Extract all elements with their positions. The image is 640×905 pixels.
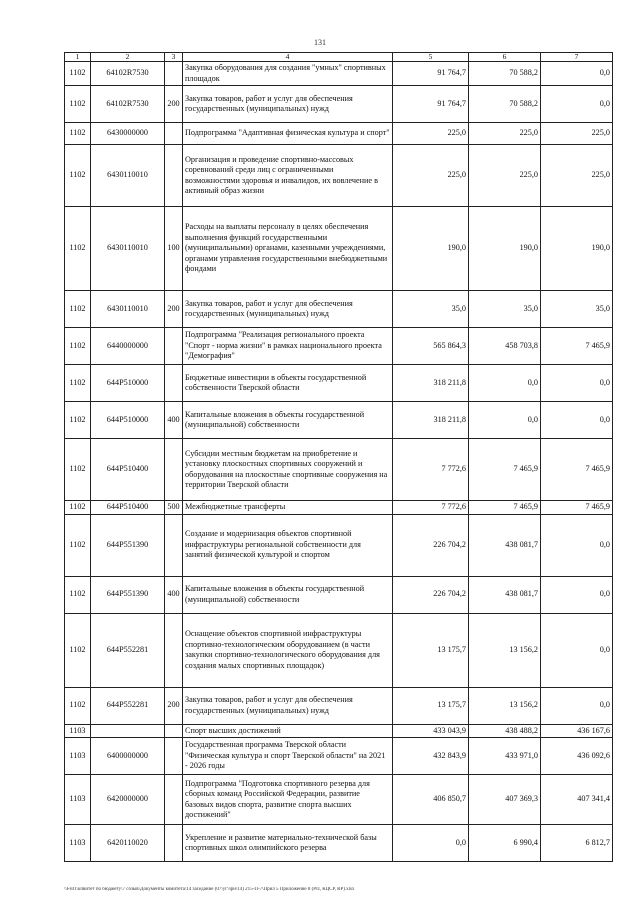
name-cell: Государственная программа Тверской области "Физическая культура и спорт Тверской области" на 2021 - 2026 годы bbox=[183, 738, 393, 775]
table-row bbox=[65, 328, 613, 365]
amount-col6-cell: 7 465,9 bbox=[469, 439, 541, 501]
target-code-cell bbox=[91, 724, 165, 738]
expense-type-cell bbox=[165, 123, 183, 145]
target-code-cell: 6400000000 bbox=[91, 738, 165, 775]
column-number: 3 bbox=[165, 53, 183, 62]
amount-col7-cell: 0,0 bbox=[541, 514, 613, 576]
table-row bbox=[65, 724, 613, 738]
target-code-cell: 6420000000 bbox=[91, 775, 165, 825]
table-row bbox=[65, 501, 613, 515]
amount-col6-cell: 7 465,9 bbox=[469, 501, 541, 515]
amount-col5-cell: 226 704,2 bbox=[393, 576, 469, 613]
amount-col5-cell: 433 043,9 bbox=[393, 724, 469, 738]
amount-col5-cell: 13 175,7 bbox=[393, 613, 469, 687]
amount-col6-cell: 6 990,4 bbox=[469, 825, 541, 862]
target-code-cell: 6430000000 bbox=[91, 123, 165, 145]
section-cell: 1102 bbox=[65, 501, 91, 515]
amount-col5-cell: 7 772,6 bbox=[393, 439, 469, 501]
table-row bbox=[65, 687, 613, 724]
amount-col7-cell: 0,0 bbox=[541, 86, 613, 123]
expense-type-cell bbox=[165, 365, 183, 402]
expense-type-cell bbox=[165, 825, 183, 862]
target-code-cell: 644P510000 bbox=[91, 365, 165, 402]
expense-type-cell bbox=[165, 514, 183, 576]
amount-col7-cell: 7 465,9 bbox=[541, 501, 613, 515]
section-cell: 1103 bbox=[65, 775, 91, 825]
amount-col5-cell: 432 843,9 bbox=[393, 738, 469, 775]
table-row bbox=[65, 825, 613, 862]
amount-col5-cell: 0,0 bbox=[393, 825, 469, 862]
name-cell: Бюджетные инвестиции в объекты государственной собственности Тверской области bbox=[183, 365, 393, 402]
target-code-cell: 6440000000 bbox=[91, 328, 165, 365]
amount-col5-cell: 190,0 bbox=[393, 207, 469, 291]
target-code-cell: 6430110010 bbox=[91, 291, 165, 328]
name-cell: Организация и проведение спортивно-массовых соревнований среди лиц с ограниченными возможностями здоровья и инвалидов, их вовлечение в активный образ жизни bbox=[183, 145, 393, 207]
amount-col6-cell: 458 703,8 bbox=[469, 328, 541, 365]
table-row bbox=[65, 145, 613, 207]
amount-col7-cell: 0,0 bbox=[541, 687, 613, 724]
expense-type-cell: 200 bbox=[165, 291, 183, 328]
table-row bbox=[65, 402, 613, 439]
amount-col6-cell: 438 081,7 bbox=[469, 576, 541, 613]
amount-col7-cell: 6 812,7 bbox=[541, 825, 613, 862]
amount-col5-cell: 91 764,7 bbox=[393, 62, 469, 86]
section-cell: 1102 bbox=[65, 62, 91, 86]
amount-col6-cell: 13 156,2 bbox=[469, 613, 541, 687]
amount-col7-cell: 0,0 bbox=[541, 402, 613, 439]
section-cell: 1102 bbox=[65, 439, 91, 501]
expense-type-cell bbox=[165, 62, 183, 86]
column-number: 5 bbox=[393, 53, 469, 62]
section-cell: 1102 bbox=[65, 613, 91, 687]
name-cell: Подпрограмма "Подготовка спортивного резерва для сборных команд Российской Федерации, развитие базовых видов спорта, развитие спорта высших достижений" bbox=[183, 775, 393, 825]
amount-col5-cell: 7 772,6 bbox=[393, 501, 469, 515]
amount-col6-cell: 13 156,2 bbox=[469, 687, 541, 724]
amount-col5-cell: 225,0 bbox=[393, 123, 469, 145]
target-code-cell: 6430110010 bbox=[91, 145, 165, 207]
name-cell: Оснащение объектов спортивной инфраструктуры спортивно-технологическим оборудованием (в части закупки спортивно-технологического оборудования для создания малых спортивных площадок) bbox=[183, 613, 393, 687]
amount-col5-cell: 565 864,3 bbox=[393, 328, 469, 365]
column-number-row bbox=[65, 53, 613, 62]
amount-col6-cell: 190,0 bbox=[469, 207, 541, 291]
target-code-cell: 644P551390 bbox=[91, 576, 165, 613]
section-cell: 1102 bbox=[65, 123, 91, 145]
amount-col6-cell: 438 081,7 bbox=[469, 514, 541, 576]
section-cell: 1103 bbox=[65, 738, 91, 775]
amount-col5-cell: 35,0 bbox=[393, 291, 469, 328]
section-cell: 1102 bbox=[65, 207, 91, 291]
expense-type-cell: 200 bbox=[165, 687, 183, 724]
table-row bbox=[65, 514, 613, 576]
amount-col5-cell: 13 175,7 bbox=[393, 687, 469, 724]
amount-col6-cell: 70 588,2 bbox=[469, 62, 541, 86]
target-code-cell: 644P552281 bbox=[91, 613, 165, 687]
amount-col7-cell: 436 092,6 bbox=[541, 738, 613, 775]
target-code-cell: 644P551390 bbox=[91, 514, 165, 576]
page-number: 131 bbox=[314, 38, 326, 47]
amount-col6-cell: 433 971,0 bbox=[469, 738, 541, 775]
name-cell: Закупка товаров, работ и услуг для обеспечения государственных (муниципальных) нужд bbox=[183, 86, 393, 123]
name-cell: Укрепление и развитие материально-технической базы спортивных школ олимпийского резерва bbox=[183, 825, 393, 862]
column-number: 6 bbox=[469, 53, 541, 62]
amount-col5-cell: 225,0 bbox=[393, 145, 469, 207]
name-cell: Закупка товаров, работ и услуг для обеспечения государственных (муниципальных) нужд bbox=[183, 291, 393, 328]
file-path-footer: \\Fs01\кпвитет по бюджету\7 созыв\Документы комитета\14 заседание (07\уг\зрн\14) 215-П-7\Прил 5 Приложение 8 (РП, КЦСР, ВР).xlsx bbox=[64, 887, 355, 892]
expense-type-cell bbox=[165, 328, 183, 365]
expense-type-cell bbox=[165, 775, 183, 825]
amount-col6-cell: 407 369,3 bbox=[469, 775, 541, 825]
target-code-cell: 644P510000 bbox=[91, 402, 165, 439]
section-cell: 1102 bbox=[65, 687, 91, 724]
expense-type-cell bbox=[165, 724, 183, 738]
section-cell: 1102 bbox=[65, 291, 91, 328]
name-cell: Межбюджетные трансферты bbox=[183, 501, 393, 515]
expense-type-cell: 100 bbox=[165, 207, 183, 291]
target-code-cell: 64102R7530 bbox=[91, 86, 165, 123]
expense-type-cell: 500 bbox=[165, 501, 183, 515]
section-cell: 1102 bbox=[65, 514, 91, 576]
amount-col7-cell: 0,0 bbox=[541, 62, 613, 86]
table-row bbox=[65, 613, 613, 687]
section-cell: 1102 bbox=[65, 365, 91, 402]
column-number: 7 bbox=[541, 53, 613, 62]
amount-col7-cell: 190,0 bbox=[541, 207, 613, 291]
expense-type-cell bbox=[165, 145, 183, 207]
name-cell: Подпрограмма "Адаптивная физическая культура и спорт" bbox=[183, 123, 393, 145]
table-row bbox=[65, 576, 613, 613]
amount-col7-cell: 0,0 bbox=[541, 365, 613, 402]
amount-col6-cell: 438 488,2 bbox=[469, 724, 541, 738]
section-cell: 1102 bbox=[65, 576, 91, 613]
expense-type-cell: 400 bbox=[165, 402, 183, 439]
amount-col7-cell: 0,0 bbox=[541, 576, 613, 613]
column-number: 2 bbox=[91, 53, 165, 62]
target-code-cell: 644P510400 bbox=[91, 501, 165, 515]
expense-type-cell bbox=[165, 439, 183, 501]
amount-col7-cell: 225,0 bbox=[541, 145, 613, 207]
target-code-cell: 644P552281 bbox=[91, 687, 165, 724]
section-cell: 1102 bbox=[65, 86, 91, 123]
target-code-cell: 6430110010 bbox=[91, 207, 165, 291]
column-number: 4 bbox=[183, 53, 393, 62]
amount-col6-cell: 0,0 bbox=[469, 365, 541, 402]
expense-type-cell: 200 bbox=[165, 86, 183, 123]
name-cell: Субсидии местным бюджетам на приобретение и установку плоскостных спортивных сооружений и оборудования на плоскостные спортивные сооружения на территории Тверской области bbox=[183, 439, 393, 501]
amount-col5-cell: 406 850,7 bbox=[393, 775, 469, 825]
name-cell: Создание и модернизация объектов спортивной инфраструктуры региональной собственности для занятий физической культурой и спортом bbox=[183, 514, 393, 576]
name-cell: Закупка оборудования для создания "умных" спортивных площадок bbox=[183, 62, 393, 86]
section-cell: 1103 bbox=[65, 724, 91, 738]
section-cell: 1102 bbox=[65, 328, 91, 365]
name-cell: Капитальные вложения в объекты государственной (муниципальной) собственности bbox=[183, 402, 393, 439]
amount-col5-cell: 318 211,8 bbox=[393, 365, 469, 402]
budget-table bbox=[64, 52, 613, 862]
name-cell: Спорт высших достижений bbox=[183, 724, 393, 738]
name-cell: Расходы на выплаты персоналу в целях обеспечения выполнения функций государственными (муниципальными) органами, казенными учреждениями, органами управления государственными внебюджетными фондами bbox=[183, 207, 393, 291]
amount-col7-cell: 407 341,4 bbox=[541, 775, 613, 825]
target-code-cell: 644P510400 bbox=[91, 439, 165, 501]
amount-col6-cell: 70 588,2 bbox=[469, 86, 541, 123]
amount-col7-cell: 7 465,9 bbox=[541, 328, 613, 365]
target-code-cell: 64102R7530 bbox=[91, 62, 165, 86]
expense-type-cell bbox=[165, 738, 183, 775]
section-cell: 1103 bbox=[65, 825, 91, 862]
amount-col6-cell: 225,0 bbox=[469, 123, 541, 145]
amount-col7-cell: 436 167,6 bbox=[541, 724, 613, 738]
name-cell: Закупка товаров, работ и услуг для обеспечения государственных (муниципальных) нужд bbox=[183, 687, 393, 724]
table-row bbox=[65, 365, 613, 402]
amount-col5-cell: 318 211,8 bbox=[393, 402, 469, 439]
name-cell: Подпрограмма "Реализация регионального проекта "Спорт - норма жизни" в рамках национального проекта "Демография" bbox=[183, 328, 393, 365]
name-cell: Капитальные вложения в объекты государственной (муниципальной) собственности bbox=[183, 576, 393, 613]
amount-col7-cell: 0,0 bbox=[541, 613, 613, 687]
amount-col7-cell: 7 465,9 bbox=[541, 439, 613, 501]
section-cell: 1102 bbox=[65, 402, 91, 439]
table-row bbox=[65, 86, 613, 123]
amount-col6-cell: 225,0 bbox=[469, 145, 541, 207]
table-row bbox=[65, 123, 613, 145]
table-row bbox=[65, 738, 613, 775]
table-row bbox=[65, 62, 613, 86]
expense-type-cell: 400 bbox=[165, 576, 183, 613]
amount-col6-cell: 0,0 bbox=[469, 402, 541, 439]
target-code-cell: 6420110020 bbox=[91, 825, 165, 862]
table-row bbox=[65, 207, 613, 291]
amount-col6-cell: 35,0 bbox=[469, 291, 541, 328]
amount-col7-cell: 35,0 bbox=[541, 291, 613, 328]
amount-col5-cell: 91 764,7 bbox=[393, 86, 469, 123]
section-cell: 1102 bbox=[65, 145, 91, 207]
table-row bbox=[65, 439, 613, 501]
amount-col7-cell: 225,0 bbox=[541, 123, 613, 145]
expense-type-cell bbox=[165, 613, 183, 687]
column-number: 1 bbox=[65, 53, 91, 62]
amount-col5-cell: 226 704,2 bbox=[393, 514, 469, 576]
table-row bbox=[65, 775, 613, 825]
table-row bbox=[65, 291, 613, 328]
